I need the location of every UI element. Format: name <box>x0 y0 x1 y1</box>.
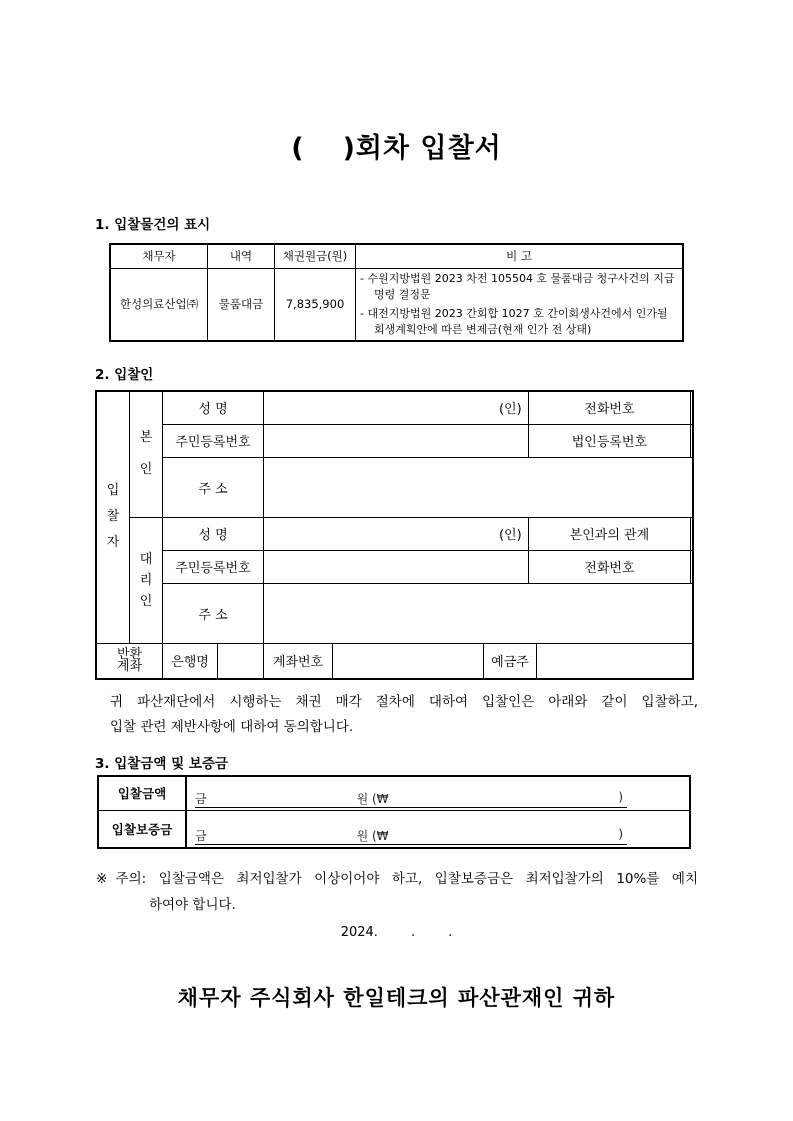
bid-won: 원 (₩ <box>356 791 389 806</box>
self-rrn-field[interactable] <box>264 424 529 457</box>
date: 2024. . . <box>340 925 453 940</box>
amount-table <box>97 775 691 849</box>
relation-label: 본인과의 관계 <box>528 517 691 550</box>
section1-heading: 1. 입찰물건의 표시 <box>95 217 211 233</box>
bid-amount-field[interactable] <box>186 776 690 810</box>
self-phone-field[interactable] <box>691 391 693 424</box>
bid-close: ) <box>618 789 623 804</box>
addressee: 채무자 주식회사 한일테크의 파산관재인 귀하 <box>177 986 616 1010</box>
self-address-field[interactable] <box>264 457 694 517</box>
refund-rest <box>264 643 694 679</box>
account-field[interactable] <box>333 644 484 678</box>
notice-line-2: 하여야 합니다. <box>149 897 236 913</box>
self-phone-label: 전화번호 <box>528 391 691 424</box>
agent-address-field[interactable] <box>264 583 694 643</box>
agent-name-field[interactable] <box>264 517 529 550</box>
refund-account-label: 반환 계좌 <box>96 643 163 679</box>
self-label: 본 인 <box>130 391 163 517</box>
bidder-table <box>95 390 694 680</box>
agent-label: 대 리 인 <box>130 517 163 643</box>
corp-reg-field[interactable] <box>691 424 693 457</box>
corp-reg-label: 법인등록번호 <box>528 424 691 457</box>
consent-line-1: 귀 파산재단에서 시행하는 채권 매각 절차에 대하여 입찰인은 아래와 같이 입찰하고, <box>110 694 698 710</box>
header-remarks: 비 고 <box>356 244 684 268</box>
self-name-field[interactable] <box>264 391 529 424</box>
consent-line-2: 입찰 관련 제반사항에 대하여 동의합니다. <box>110 719 354 735</box>
self-rrn-label: 주민등록번호 <box>163 424 264 457</box>
title-text: )회차 입찰서 <box>342 133 502 164</box>
item-cell: 물품대금 <box>208 268 275 341</box>
bidder-label: 입 찰 자 <box>96 391 130 643</box>
section2-heading: 2. 입찰인 <box>95 367 154 383</box>
deposit-prefix: 금 <box>195 829 207 843</box>
agent-seal: (인) <box>498 528 522 543</box>
remarks-cell <box>356 268 684 341</box>
bid-prefix: 금 <box>195 791 207 806</box>
agent-address-label: 주 소 <box>163 583 264 643</box>
bank-field[interactable] <box>218 644 264 678</box>
deposit-won: 원 (₩ <box>356 829 389 843</box>
title-open-paren: ( <box>291 133 305 164</box>
relation-field[interactable] <box>691 517 693 550</box>
debtor-cell: 한성의료산업㈜ <box>110 268 208 341</box>
remark-line-1: - 수원지방법원 2023 차전 105504 호 물품대금 청구사건의 지급명령 결정문 <box>360 271 675 301</box>
agent-phone-label: 전화번호 <box>528 550 691 583</box>
property-table <box>109 243 684 342</box>
holder-field[interactable] <box>537 644 693 678</box>
deposit-label: 입찰보증금 <box>98 810 186 848</box>
agent-name-label: 성 명 <box>163 517 264 550</box>
notice-line-1: ※주의: 입찰금액은 최저입찰가 이상이어야 하고, 입찰보증금은 최저입찰가의 10%를 예치 <box>96 871 698 887</box>
page-title <box>0 126 793 165</box>
bid-amount-label: 입찰금액 <box>98 776 186 810</box>
refund-row <box>163 643 264 679</box>
agent-rrn-label: 주민등록번호 <box>163 550 264 583</box>
header-item: 내역 <box>208 244 275 268</box>
agent-rrn-field[interactable] <box>264 550 529 583</box>
bank-label: 은행명 <box>163 644 218 678</box>
header-principal: 채권원금(원) <box>275 244 356 268</box>
account-label: 계좌번호 <box>264 644 333 678</box>
remark-line-2: - 대전지방법원 2023 간회합 1027 호 간이회생사건에서 인가될 회생계획안에 따른 변제금(현재 인가 전 상태) <box>360 306 668 336</box>
holder-label: 예금주 <box>484 644 537 678</box>
consent-paragraph <box>110 690 698 740</box>
deposit-close: ) <box>618 827 623 841</box>
deposit-field[interactable] <box>186 810 690 848</box>
section3-heading: 3. 입찰금액 및 보증금 <box>95 756 228 772</box>
self-address-label: 주 소 <box>163 457 264 517</box>
header-debtor: 채무자 <box>110 244 208 268</box>
agent-phone-field[interactable] <box>691 550 693 583</box>
principal-cell: 7,835,900 <box>275 268 356 341</box>
self-seal: (인) <box>498 402 522 418</box>
self-name-label: 성 명 <box>163 391 264 424</box>
